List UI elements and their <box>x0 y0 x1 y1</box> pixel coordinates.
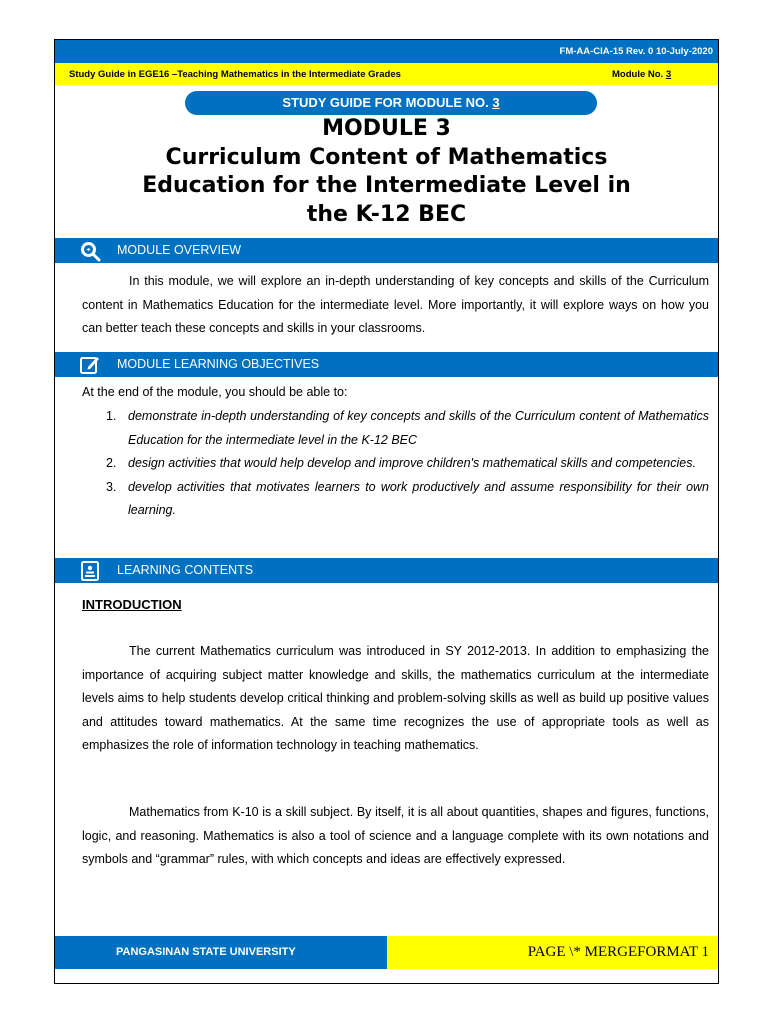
objectives-list <box>82 405 709 523</box>
form-code: FM-AA-CIA-15 Rev. 0 10-July-2020 <box>559 46 713 57</box>
module-title <box>55 115 718 229</box>
banner-module-number: 3 <box>492 95 500 110</box>
section-label: MODULE LEARNING OBJECTIVES <box>117 357 320 371</box>
section-header-overview <box>55 238 718 263</box>
list-item: 1. demonstrate in-depth understanding of key concepts and skills of the Curriculum content of Mathematics Education for the intermediate level in the K-12 BEC <box>106 409 709 447</box>
magnifier-icon <box>79 240 101 262</box>
content-paragraph: The current Mathematics curriculum was introduced in SY 2012-2013. In addition to emphasizing the importance of acquiring subject matter knowledge and skills, the mathematics curriculum at the intermediate levels aims to help students develop critical thinking and problem-solving skills as well as build up positive values and attitudes toward mathematics. At the same time recognizes the use of appropriate tools as well as emphasizes the role of information technology in teaching mathematics. <box>82 644 709 752</box>
module-title-line: Education for the Intermediate Level in <box>142 173 631 198</box>
document-page <box>54 39 719 984</box>
overview-paragraph: In this module, we will explore an in-depth understanding of key concepts and skills of the Curriculum content in Mathematics Education for the intermediate level. More importantly, it will explore ways on how you can better teach these concepts and skills in your classrooms. <box>82 274 709 335</box>
module-number: 3 <box>665 69 672 80</box>
objectives-intro: At the end of the module, you should be able to: <box>82 385 348 399</box>
section-label: LEARNING CONTENTS <box>117 563 254 577</box>
introduction-heading: INTRODUCTION <box>82 597 182 612</box>
edit-icon <box>79 354 101 376</box>
content-paragraph: Mathematics from K-10 is a skill subject. By itself, it is all about quantities, shapes and figures, functions, logic, and reasoning. Mathematics is also a tool of science and a language complete with its own notations and symbols and “grammar” rules, with which concepts and ideas are effectively expressed. <box>82 805 709 866</box>
section-header-contents <box>55 558 718 583</box>
document-icon <box>79 560 101 582</box>
section-header-objectives <box>55 352 718 377</box>
page-number-field: PAGE \* MERGEFORMAT 1 <box>527 944 709 960</box>
form-code-bar <box>55 40 718 63</box>
module-title-line: MODULE 3 <box>322 116 451 141</box>
module-title-line: the K-12 BEC <box>306 201 467 227</box>
footer-university <box>55 936 387 969</box>
module-title-line: Curriculum Content of Mathematics <box>165 144 608 170</box>
course-header-bar <box>55 63 718 85</box>
list-item: 2. design activities that would help develop and improve children's mathematical skills and competencies. <box>106 456 696 470</box>
university-name: PANGASINAN STATE UNIVERSITY <box>116 946 296 958</box>
list-item: 3. develop activities that motivates learners to work productively and assume responsibility for their own learning. <box>106 479 709 517</box>
study-guide-banner: STUDY GUIDE FOR MODULE NO. 3 <box>185 91 597 115</box>
footer-page <box>387 936 718 969</box>
course-title: Study Guide in EGE16 –Teaching Mathematics in the Intermediate Grades <box>69 69 401 80</box>
section-label: MODULE OVERVIEW <box>117 243 242 257</box>
module-number-label: Module No. 3 <box>612 69 672 80</box>
